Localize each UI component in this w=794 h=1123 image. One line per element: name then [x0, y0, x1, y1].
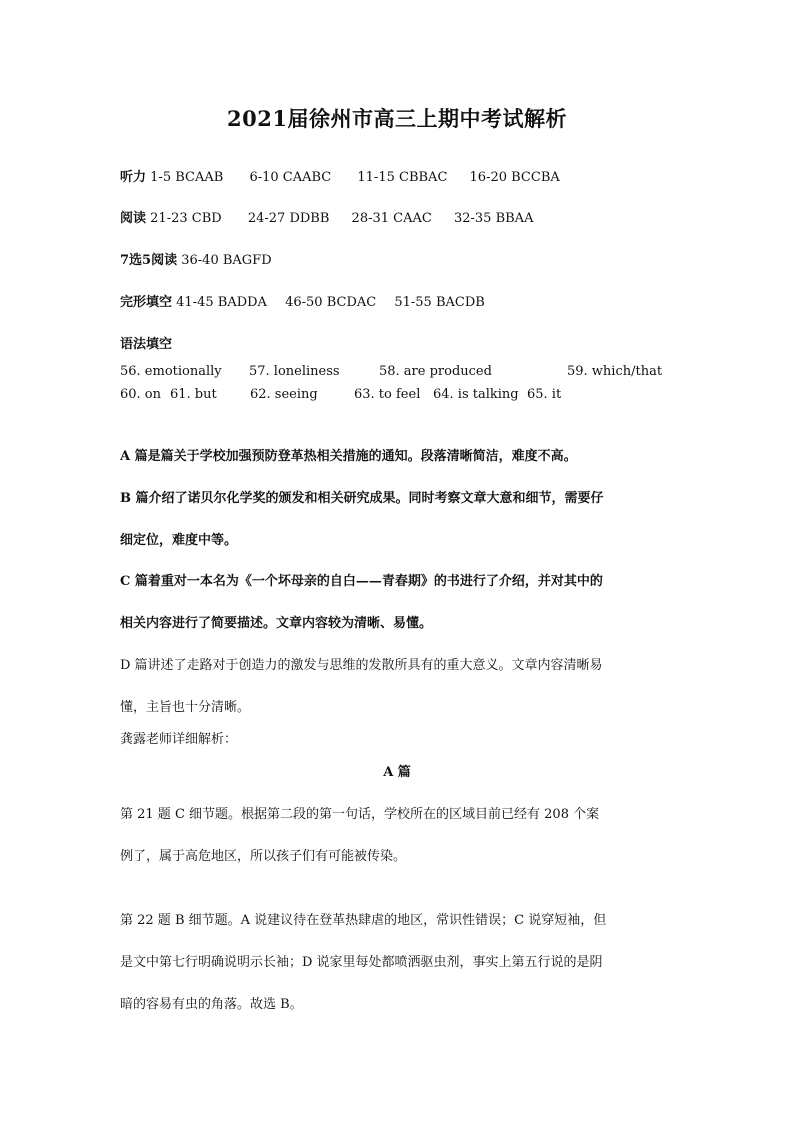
summary-line: 懂，主旨也十分清晰。	[120, 700, 251, 715]
grammar-answer: 62. seeing	[250, 387, 318, 402]
answer-group: 1-5 BCAAB	[150, 170, 224, 185]
summary-line: A 篇是篇关于学校加强预防登革热相关措施的通知。段落清晰简洁，难度不高。	[120, 449, 577, 464]
question-explanation-line: 第 21 题 C 细节题。根据第二段的第一句话，学校所在的区域目前已经有 208 个案	[120, 807, 600, 822]
answer-group: 41-45 BADDA	[176, 295, 267, 310]
answer-row-seven-five	[120, 249, 272, 268]
grammar-answer: 65. it	[527, 387, 562, 402]
section-heading-a: A 篇	[383, 765, 411, 780]
summary-line: B 篇介绍了诺贝尔化学奖的颁发和相关研究成果。同时考察文章大意和细节，需要仔	[120, 491, 604, 506]
section-label: 听力	[120, 170, 147, 185]
section-label: 阅读	[120, 211, 147, 226]
answer-group: 46-50 BCDAC	[285, 295, 377, 310]
answer-group: 6-10 CAABC	[249, 170, 332, 185]
grammar-answer: 56. emotionally	[120, 364, 222, 379]
question-explanation-line: 例了，属于高危地区，所以孩子们有可能被传染。	[120, 849, 407, 864]
grammar-answer: 63. to feel	[354, 387, 421, 402]
answer-group: 36-40 BAGFD	[181, 253, 272, 268]
grammar-answer: 64. is talking	[433, 387, 519, 402]
answer-group: 24-27 DDBB	[247, 211, 330, 226]
answer-group: 28-31 CAAC	[351, 211, 432, 226]
summary-line: C 篇着重对一本名为《一个坏母亲的自白——青春期》的书进行了介绍，并对其中的	[120, 574, 603, 589]
answer-row-reading	[120, 207, 533, 226]
answer-group: 21-23 CBD	[150, 211, 222, 226]
answer-group: 11-15 CBBAC	[357, 170, 448, 185]
answer-group: 51-55 BACDB	[394, 295, 485, 310]
section-label: 完形填空	[120, 295, 173, 310]
summary-line: 相关内容进行了简要描述。文章内容较为清晰、易懂。	[120, 616, 433, 631]
summary-line: D 篇讲述了走路对于创造力的激发与思维的发散所具有的重大意义。文章内容清晰易	[120, 658, 603, 673]
grammar-answer: 59. which/that	[567, 364, 663, 379]
question-explanation-line: 是文中第七行明确说明示长袖；D 说家里每处都喷洒驱虫剂，事实上第五行说的是阴	[120, 955, 603, 970]
grammar-answer: 57. loneliness	[249, 364, 340, 379]
grammar-answer: 60. on	[120, 387, 162, 402]
section-label-grammar: 语法填空	[120, 337, 173, 352]
question-explanation-line: 第 22 题 B 细节题。A 说建议待在登革热肆虐的地区，常识性错误；C 说穿短袖，但	[120, 913, 607, 928]
answer-row-listening	[120, 166, 560, 185]
answer-row-cloze	[120, 291, 485, 310]
teacher-line: 龚露老师详细解析：	[120, 732, 238, 747]
section-label: 7选5阅读	[120, 253, 178, 268]
summary-line: 细定位，难度中等。	[120, 533, 238, 548]
grammar-answer: 61. but	[170, 387, 217, 402]
answer-group: 32-35 BBAA	[453, 211, 534, 226]
grammar-answer: 58. are produced	[379, 364, 492, 379]
answer-group: 16-20 BCCBA	[469, 170, 560, 185]
question-explanation-line: 暗的容易有虫的角落。故选 B。	[120, 997, 303, 1012]
page-title: 2021届徐州市高三上期中考试解析	[227, 106, 567, 131]
